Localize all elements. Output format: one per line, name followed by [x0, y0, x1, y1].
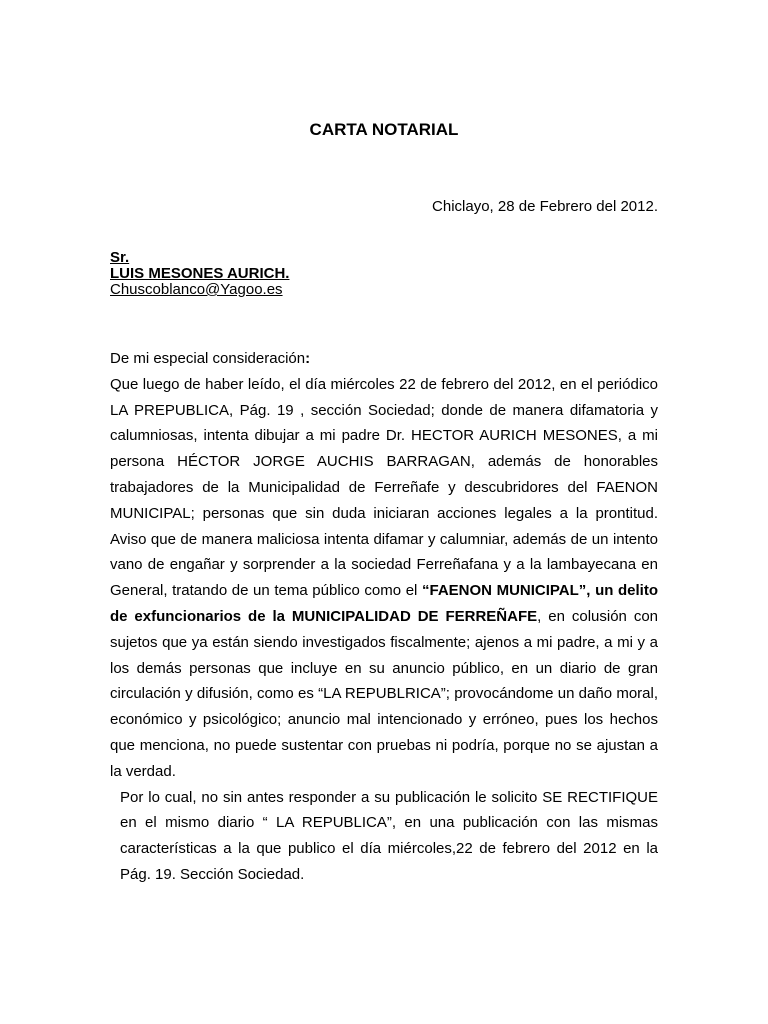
paragraph-1-part-1: Que luego de haber leído, el día miércoles 22 de febrero del 2012, en el periódico LA PREPUBLICA, Pág. 19 , sección Sociedad; donde de manera difamatoria y calumniosas, intenta dibujar a mi padre Dr. HECTOR AURICH MESONES, a mi persona HÉCTOR JORGE AUCHIS BARRAGAN, además de honorables trabajadores de la Municipalidad de Ferreñafe y descubridores del FAENON MUNICIPAL; personas que sin duda iniciaran acciones legales a la prontitud. Aviso que de manera maliciosa intenta difamar y calumniar, además de un intento vano de engañar y sorprender a la sociedad Ferreñafana y a la lambayecana en General, tratando de un tema público como el	[110, 375, 658, 600]
greeting	[110, 346, 658, 372]
addressee-name: LUIS MESONES AURICH.	[110, 265, 290, 282]
paragraph-1-bold: “FAENON MUNICIPAL”, un delito de exfuncionarios de la MUNICIPALIDAD DE FERREÑAFE	[110, 582, 658, 625]
letter-title: CARTA NOTARIAL	[309, 120, 459, 139]
letter-body	[110, 346, 658, 888]
addressee-salutation: Sr.	[110, 249, 130, 266]
paragraph-1	[110, 372, 658, 785]
addressee-block	[110, 250, 289, 298]
greeting-colon: :	[305, 350, 311, 367]
paragraph-2: Por lo cual, no sin antes responder a su publicación le solicito SE RECTIFIQUE en el mismo diario “ LA REPUBLICA”, en una publicación con las mismas características a la que publico el día miércoles,22 de febrero del 2012 en la Pág. 19. Sección Sociedad.	[120, 788, 658, 883]
addressee-email: Chuscoblanco@Yagoo.es	[110, 281, 283, 298]
paragraph-1-part-2: , en colusión con sujetos que ya están siendo investigados fiscalmente; ajenos a mi padre, a mi y a los demás personas que incluye en su anuncio público, en un diario de gran circulación y difusión, como es “LA REPUBLRICA”; provocándome un daño moral, económico y psicológico; anuncio mal intencionado y erróneo, pues los hechos que menciona, no puede sustentar con pruebas ni podría, porque no se ajustan a la verdad.	[110, 607, 659, 780]
letter-date: Chiclayo, 28 de Febrero del 2012.	[432, 198, 658, 215]
greeting-text: De mi especial consideración	[110, 350, 306, 367]
